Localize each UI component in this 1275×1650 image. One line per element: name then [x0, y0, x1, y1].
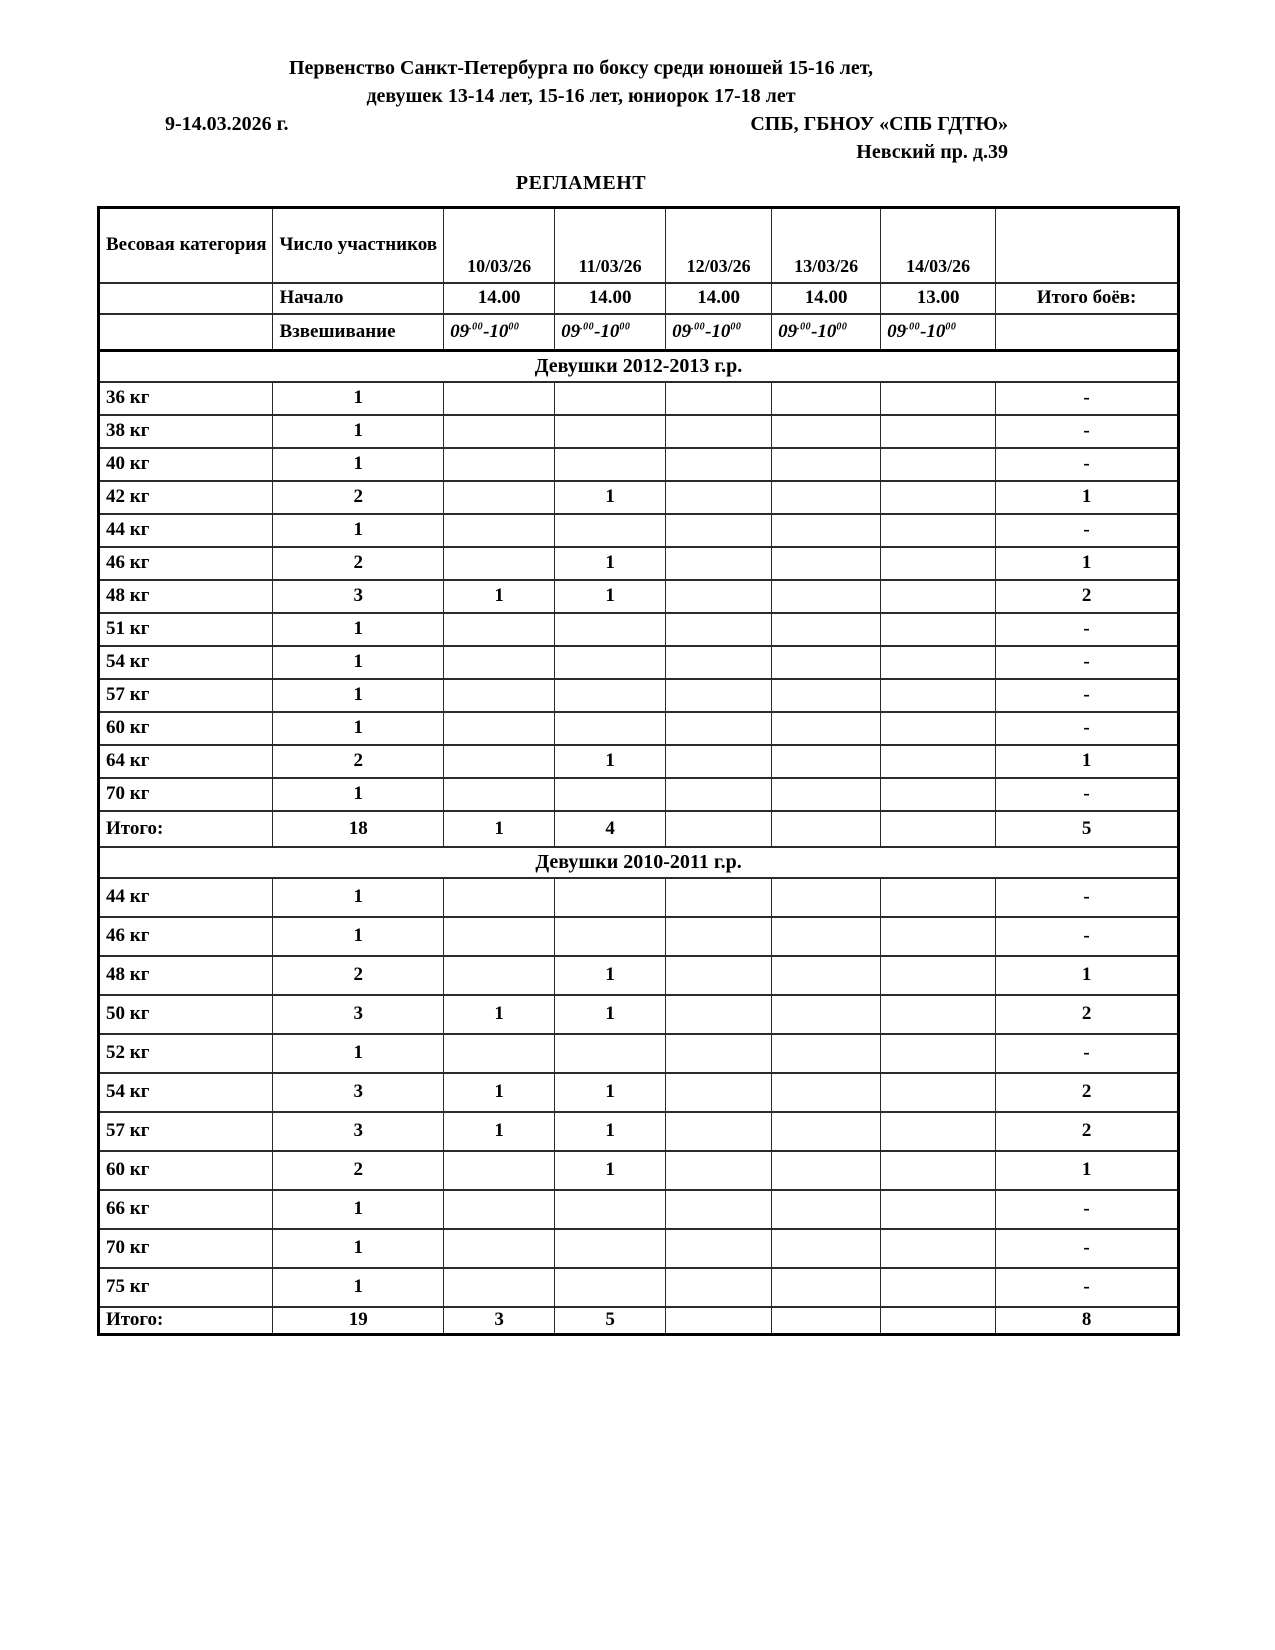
bouts-total-cell: - — [996, 1229, 1179, 1268]
day-cell — [881, 1268, 996, 1307]
table-row — [99, 917, 1179, 956]
day-cell — [666, 514, 772, 547]
day-cell — [772, 1151, 881, 1190]
table-row — [99, 1034, 1179, 1073]
weight-cell: 46 кг — [99, 547, 273, 580]
weight-cell: 54 кг — [99, 646, 273, 679]
table-row — [99, 580, 1179, 613]
table-row — [99, 646, 1179, 679]
day-cell — [444, 1268, 555, 1307]
weight-cell: 48 кг — [99, 580, 273, 613]
table-row — [99, 745, 1179, 778]
day-cell — [772, 481, 881, 514]
day-cell — [772, 1073, 881, 1112]
weight-cell: 54 кг — [99, 1073, 273, 1112]
day-cell: 1 — [555, 995, 666, 1034]
day-cell — [666, 613, 772, 646]
day-cell — [881, 646, 996, 679]
weight-cell: 40 кг — [99, 448, 273, 481]
day-cell — [555, 448, 666, 481]
bouts-total-cell: - — [996, 917, 1179, 956]
section-title-row — [99, 847, 1179, 878]
day-cell — [555, 415, 666, 448]
day-cell: 1 — [444, 995, 555, 1034]
weight-cell: 60 кг — [99, 1151, 273, 1190]
weight-cell: 38 кг — [99, 415, 273, 448]
weight-cell: 46 кг — [99, 917, 273, 956]
day-cell — [772, 1268, 881, 1307]
empty-cell — [99, 314, 273, 351]
weight-cell: 60 кг — [99, 712, 273, 745]
participants-cell: 2 — [273, 745, 444, 778]
day-cell — [666, 1034, 772, 1073]
day-cell — [772, 514, 881, 547]
day-cell — [772, 745, 881, 778]
table-row — [99, 448, 1179, 481]
section-title: Девушки 2012-2013 г.р. — [99, 351, 1179, 382]
total-day-cell: 5 — [555, 1307, 666, 1335]
total-day-cell — [666, 1307, 772, 1335]
day-cell — [444, 613, 555, 646]
day-cell — [772, 415, 881, 448]
day-cell — [772, 1034, 881, 1073]
day-cell — [555, 613, 666, 646]
participants-cell: 1 — [273, 514, 444, 547]
day-cell: 1 — [555, 481, 666, 514]
total-day-cell: 3 — [444, 1307, 555, 1335]
day-cell — [444, 679, 555, 712]
date-header-cell: 12/03/26 — [666, 208, 772, 283]
weighin-time-cell: $09^{.00}-10^{00}$ — [555, 314, 666, 351]
schedule-table — [97, 206, 1180, 1336]
tournament-title-line2: девушек 13-14 лет, 15-16 лет, юниорок 17-18 лет — [366, 85, 796, 107]
day-cell — [881, 956, 996, 995]
weight-cell: 42 кг — [99, 481, 273, 514]
day-cell — [772, 580, 881, 613]
day-cell — [772, 778, 881, 811]
bouts-total-cell: - — [996, 1268, 1179, 1307]
bouts-total-cell: 1 — [996, 956, 1179, 995]
day-cell — [666, 382, 772, 415]
date-venue-row — [97, 110, 1126, 138]
day-cell — [881, 712, 996, 745]
day-cell — [772, 547, 881, 580]
weight-cell: 52 кг — [99, 1034, 273, 1073]
day-cell — [881, 580, 996, 613]
section-total-row — [99, 811, 1179, 847]
day-cell — [444, 956, 555, 995]
day-cell — [555, 646, 666, 679]
participants-cell: 1 — [273, 448, 444, 481]
bouts-total-cell: - — [996, 1190, 1179, 1229]
header-row-dates — [99, 208, 1179, 283]
day-cell — [666, 1190, 772, 1229]
day-cell — [881, 917, 996, 956]
day-cell: 1 — [555, 1151, 666, 1190]
participants-cell: 1 — [273, 1229, 444, 1268]
weight-cell: 44 кг — [99, 514, 273, 547]
date-header-cell: 14/03/26 — [881, 208, 996, 283]
table-row — [99, 481, 1179, 514]
weighin-time-cell: $09^{.00}-10^{00}$ — [881, 314, 996, 351]
day-cell — [666, 481, 772, 514]
weight-category-header: Весовая категория — [99, 208, 273, 283]
weight-cell: 57 кг — [99, 1112, 273, 1151]
day-cell: 1 — [555, 956, 666, 995]
day-cell — [555, 1268, 666, 1307]
table-row — [99, 712, 1179, 745]
total-day-cell — [881, 811, 996, 847]
weighin-time-cell: $09^{.00}-10^{00}$ — [772, 314, 881, 351]
day-cell — [444, 547, 555, 580]
bouts-total-cell: 1 — [996, 1151, 1179, 1190]
bouts-total-cell: - — [996, 448, 1179, 481]
participants-cell: 2 — [273, 956, 444, 995]
weight-cell: 70 кг — [99, 1229, 273, 1268]
total-bouts-header: Итого боёв: — [996, 283, 1179, 314]
section-title: Девушки 2010-2011 г.р. — [99, 847, 1179, 878]
empty-cell — [996, 314, 1179, 351]
day-cell — [555, 1229, 666, 1268]
day-cell — [444, 415, 555, 448]
bouts-total-cell: 2 — [996, 995, 1179, 1034]
day-cell — [444, 481, 555, 514]
total-participants-cell: 19 — [273, 1307, 444, 1335]
day-cell — [666, 956, 772, 995]
day-cell: 1 — [555, 745, 666, 778]
bouts-total-cell: - — [996, 382, 1179, 415]
day-cell — [555, 382, 666, 415]
participants-cell: 1 — [273, 415, 444, 448]
table-row — [99, 956, 1179, 995]
participants-cell: 1 — [273, 878, 444, 917]
participants-cell: 1 — [273, 1268, 444, 1307]
day-cell — [444, 778, 555, 811]
bouts-total-cell: 1 — [996, 481, 1179, 514]
day-cell — [666, 917, 772, 956]
day-cell — [881, 745, 996, 778]
day-cell — [881, 995, 996, 1034]
weighin-time-cell: $09^{.00}-10^{00}$ — [666, 314, 772, 351]
day-cell — [666, 1268, 772, 1307]
day-cell — [772, 956, 881, 995]
day-cell — [444, 917, 555, 956]
day-cell — [881, 514, 996, 547]
total-bouts-cell: 8 — [996, 1307, 1179, 1335]
total-label-cell: Итого: — [99, 1307, 273, 1335]
day-cell — [772, 1229, 881, 1268]
day-cell — [666, 778, 772, 811]
venue: СПБ, ГБНОУ «СПБ ГДТЮ» — [750, 113, 1008, 135]
table-row — [99, 1112, 1179, 1151]
participants-cell: 1 — [273, 712, 444, 745]
day-cell — [772, 448, 881, 481]
bouts-total-cell: 1 — [996, 547, 1179, 580]
section-title-row — [99, 351, 1179, 382]
weight-cell: 44 кг — [99, 878, 273, 917]
day-cell: 1 — [555, 547, 666, 580]
start-time-cell: 14.00 — [444, 283, 555, 314]
day-cell — [444, 1190, 555, 1229]
participants-cell: 3 — [273, 1112, 444, 1151]
table-row — [99, 382, 1179, 415]
bouts-total-cell: 2 — [996, 580, 1179, 613]
start-time-cell: 14.00 — [772, 283, 881, 314]
table-row — [99, 514, 1179, 547]
bouts-total-cell: - — [996, 646, 1179, 679]
participants-cell: 1 — [273, 1190, 444, 1229]
day-cell — [881, 415, 996, 448]
weight-cell: 50 кг — [99, 995, 273, 1034]
total-day-cell — [772, 811, 881, 847]
weighin-label-cell: Взвешивание — [273, 314, 444, 351]
start-time-cell: 14.00 — [666, 283, 772, 314]
total-label-cell: Итого: — [99, 811, 273, 847]
table-row — [99, 1073, 1179, 1112]
day-cell — [444, 878, 555, 917]
bouts-total-cell: 2 — [996, 1112, 1179, 1151]
address: Невский пр. д.39 — [856, 141, 1008, 163]
day-cell — [444, 712, 555, 745]
day-cell — [666, 1151, 772, 1190]
day-cell — [772, 995, 881, 1034]
table-row — [99, 778, 1179, 811]
participants-header: Число участников — [273, 208, 444, 283]
day-cell — [881, 1034, 996, 1073]
total-participants-cell: 18 — [273, 811, 444, 847]
day-cell — [444, 448, 555, 481]
table-row — [99, 679, 1179, 712]
participants-cell: 3 — [273, 580, 444, 613]
day-cell — [881, 1229, 996, 1268]
day-cell — [772, 646, 881, 679]
day-cell — [444, 1151, 555, 1190]
day-cell — [555, 778, 666, 811]
day-cell — [772, 1190, 881, 1229]
day-cell — [666, 547, 772, 580]
day-cell — [881, 778, 996, 811]
day-cell — [444, 382, 555, 415]
day-cell: 1 — [444, 580, 555, 613]
participants-cell: 2 — [273, 547, 444, 580]
day-cell — [772, 712, 881, 745]
day-cell — [666, 580, 772, 613]
weight-cell: 66 кг — [99, 1190, 273, 1229]
participants-cell: 1 — [273, 382, 444, 415]
day-cell — [555, 917, 666, 956]
participants-cell: 1 — [273, 613, 444, 646]
table-row — [99, 1268, 1179, 1307]
participants-cell: 1 — [273, 1034, 444, 1073]
day-cell — [772, 1112, 881, 1151]
bouts-total-cell: - — [996, 613, 1179, 646]
day-cell — [666, 995, 772, 1034]
table-row — [99, 1190, 1179, 1229]
day-cell: 1 — [555, 580, 666, 613]
weight-cell: 70 кг — [99, 778, 273, 811]
day-cell — [666, 712, 772, 745]
header-row-weighin — [99, 314, 1179, 351]
day-cell: 1 — [555, 1112, 666, 1151]
total-bouts-cell: 5 — [996, 811, 1179, 847]
day-cell — [444, 646, 555, 679]
day-cell — [555, 514, 666, 547]
weight-cell: 75 кг — [99, 1268, 273, 1307]
weighin-time-cell: $09^{.00}-10^{00}$ — [444, 314, 555, 351]
bouts-total-cell: - — [996, 1034, 1179, 1073]
table-row — [99, 1229, 1179, 1268]
bouts-total-cell: - — [996, 878, 1179, 917]
day-cell — [444, 1229, 555, 1268]
section-total-row — [99, 1307, 1179, 1335]
bouts-total-cell: - — [996, 514, 1179, 547]
day-cell — [881, 1112, 996, 1151]
table-row — [99, 995, 1179, 1034]
day-cell — [444, 514, 555, 547]
total-day-cell: 1 — [444, 811, 555, 847]
participants-cell: 1 — [273, 778, 444, 811]
table-row — [99, 613, 1179, 646]
participants-cell: 1 — [273, 646, 444, 679]
day-cell — [666, 646, 772, 679]
day-cell — [555, 679, 666, 712]
day-cell — [555, 878, 666, 917]
day-cell — [555, 712, 666, 745]
day-cell — [881, 547, 996, 580]
start-time-cell: 14.00 — [555, 283, 666, 314]
day-cell: 1 — [444, 1073, 555, 1112]
participants-cell: 1 — [273, 679, 444, 712]
day-cell — [881, 382, 996, 415]
empty-cell — [99, 283, 273, 314]
day-cell — [881, 878, 996, 917]
day-cell — [881, 1151, 996, 1190]
date-header-cell: 11/03/26 — [555, 208, 666, 283]
start-time-cell: 13.00 — [881, 283, 996, 314]
bouts-total-cell: 2 — [996, 1073, 1179, 1112]
day-cell — [772, 878, 881, 917]
day-cell — [444, 745, 555, 778]
day-cell — [772, 917, 881, 956]
table-row — [99, 878, 1179, 917]
weight-cell: 51 кг — [99, 613, 273, 646]
bouts-total-cell: - — [996, 679, 1179, 712]
start-label-cell: Начало — [273, 283, 444, 314]
day-cell: 1 — [444, 1112, 555, 1151]
doc-title: РЕГЛАМЕНТ — [515, 172, 647, 194]
day-cell — [666, 448, 772, 481]
day-cell — [772, 382, 881, 415]
day-cell — [666, 415, 772, 448]
day-cell — [881, 1190, 996, 1229]
table-row — [99, 547, 1179, 580]
bouts-total-cell: - — [996, 415, 1179, 448]
day-cell — [772, 613, 881, 646]
table-row — [99, 1151, 1179, 1190]
weight-cell: 64 кг — [99, 745, 273, 778]
day-cell: 1 — [555, 1073, 666, 1112]
day-cell — [881, 613, 996, 646]
day-cell — [555, 1190, 666, 1229]
weight-cell: 57 кг — [99, 679, 273, 712]
weight-cell: 36 кг — [99, 382, 273, 415]
bouts-total-cell: - — [996, 712, 1179, 745]
empty-header-cell — [996, 208, 1179, 283]
participants-cell: 2 — [273, 1151, 444, 1190]
weight-cell: 48 кг — [99, 956, 273, 995]
total-day-cell — [666, 811, 772, 847]
day-cell — [444, 1034, 555, 1073]
day-cell — [666, 878, 772, 917]
total-day-cell — [772, 1307, 881, 1335]
day-cell — [772, 679, 881, 712]
participants-cell: 1 — [273, 917, 444, 956]
day-cell — [666, 679, 772, 712]
total-day-cell: 4 — [555, 811, 666, 847]
day-cell — [881, 679, 996, 712]
day-cell — [881, 1073, 996, 1112]
day-cell — [666, 1073, 772, 1112]
participants-cell: 3 — [273, 995, 444, 1034]
day-cell — [666, 1112, 772, 1151]
day-cell — [881, 481, 996, 514]
day-cell — [555, 1034, 666, 1073]
bouts-total-cell: - — [996, 778, 1179, 811]
day-cell — [881, 448, 996, 481]
day-cell — [666, 1229, 772, 1268]
participants-cell: 3 — [273, 1073, 444, 1112]
table-row — [99, 415, 1179, 448]
date-range: 9-14.03.2026 г. — [165, 113, 289, 135]
total-day-cell — [881, 1307, 996, 1335]
bouts-total-cell: 1 — [996, 745, 1179, 778]
date-header-cell: 10/03/26 — [444, 208, 555, 283]
document-header — [97, 54, 1126, 197]
day-cell — [666, 745, 772, 778]
participants-cell: 2 — [273, 481, 444, 514]
date-header-cell: 13/03/26 — [772, 208, 881, 283]
header-row-start — [99, 283, 1179, 314]
tournament-title-line1: Первенство Санкт-Петербурга по боксу среди юношей 15-16 лет, — [288, 57, 874, 79]
